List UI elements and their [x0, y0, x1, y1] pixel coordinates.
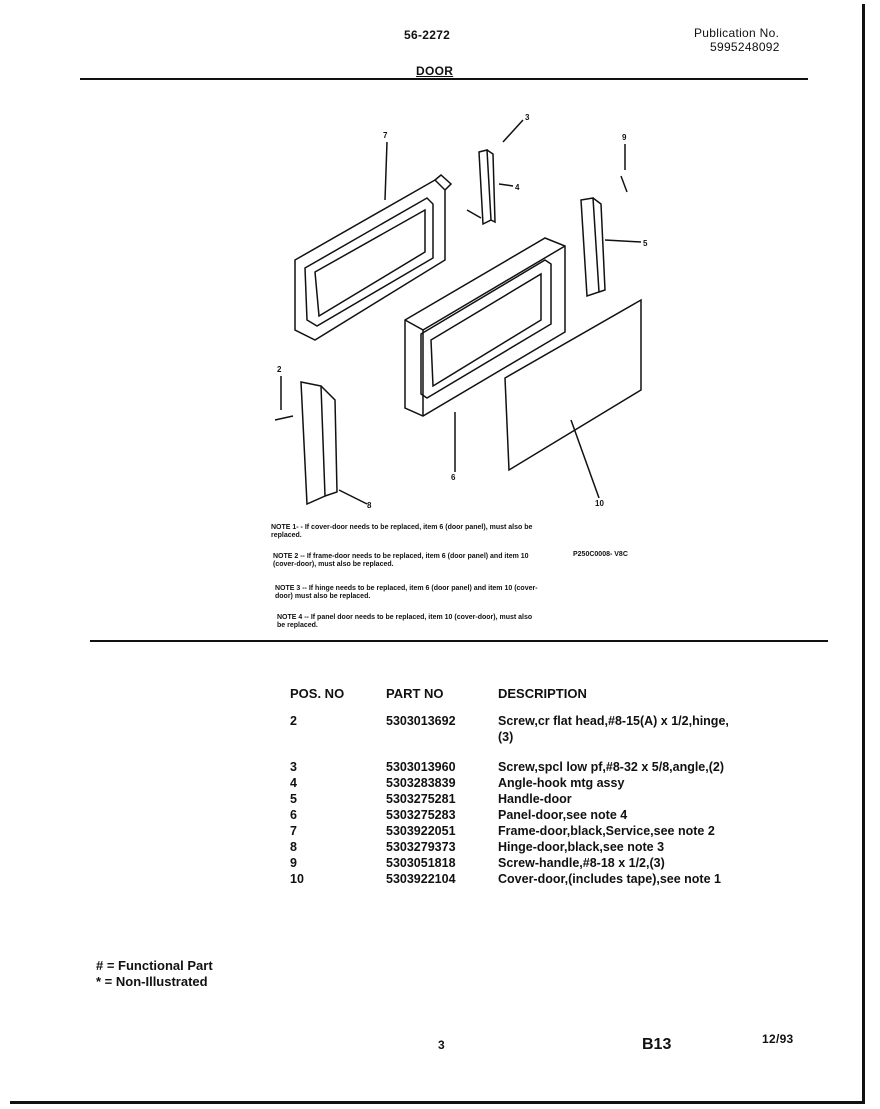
note-4: NOTE 4 -- If panel door needs to be replaced, item 10 (cover-door), must also be replaced. [277, 614, 533, 629]
diagram-ref-code: P250C0008- V8C [573, 551, 628, 558]
panel-door-part [405, 238, 565, 416]
model-number: 56-2272 [404, 28, 451, 42]
frame-door-part [295, 175, 451, 340]
row-pos: 2 [290, 714, 297, 728]
section-rule [90, 640, 828, 642]
exploded-diagram [255, 113, 675, 520]
row-pos: 5 [290, 792, 297, 806]
note-3: NOTE 3 -- If hinge needs to be replaced, item 6 (door panel) and item 10 (cover-door) must also be replaced. [275, 585, 538, 600]
table-row [290, 791, 760, 807]
section-title: DOOR [416, 64, 454, 78]
row-part: 5303283839 [386, 776, 456, 790]
row-desc: Hinge-door,black,see note 3 [498, 840, 665, 854]
row-part: 5303275283 [386, 808, 456, 822]
cover-door-part [505, 300, 641, 470]
table-row [290, 823, 760, 839]
callout-4: 4 [515, 183, 520, 192]
row-desc: Panel-door,see note 4 [498, 808, 628, 822]
row-desc: Handle-door [498, 792, 572, 806]
callout-8: 8 [367, 501, 372, 510]
table-header [290, 686, 760, 701]
header-description: DESCRIPTION [498, 686, 587, 701]
row-desc: Screw,spcl low pf,#8-32 x 5/8,angle,(2) [498, 760, 725, 774]
table-row [290, 775, 760, 791]
row-desc: Frame-door,black,Service,see note 2 [498, 824, 715, 838]
row-desc: Screw-handle,#8-18 x 1/2,(3) [498, 856, 665, 870]
row-pos: 8 [290, 840, 297, 854]
callout-9: 9 [622, 133, 627, 142]
parts-table [290, 686, 760, 887]
row-pos: 3 [290, 760, 297, 774]
header-part-no: PART NO [386, 686, 444, 701]
screw-angle-part [503, 120, 523, 142]
row-pos: 6 [290, 808, 297, 822]
page-code: B13 [642, 1036, 672, 1053]
row-part: 5303013960 [386, 760, 456, 774]
screw-hinge-part [275, 416, 293, 420]
row-part: 5303051818 [386, 856, 456, 870]
table-row [290, 713, 760, 745]
row-part: 5303922104 [386, 872, 456, 886]
header-rule [80, 78, 808, 80]
row-desc: Cover-door,(includes tape),see note 1 [498, 872, 721, 886]
callout-7: 7 [383, 131, 388, 140]
callout-2: 2 [277, 365, 282, 374]
table-row [290, 807, 760, 823]
screw-handle-part [621, 176, 627, 192]
publication-number: 5995248092 [710, 40, 780, 54]
row-part: 5303922051 [386, 824, 456, 838]
revision-date: 12/93 [762, 1032, 794, 1046]
handle-door-part [581, 198, 605, 296]
row-part: 5303275281 [386, 792, 456, 806]
row-pos: 9 [290, 856, 297, 870]
table-row [290, 855, 760, 871]
page-number: 3 [438, 1038, 445, 1052]
row-part: 5303279373 [386, 840, 456, 854]
table-row [290, 839, 760, 855]
angle-hook-part [467, 150, 495, 224]
publication-label: Publication No. [694, 26, 780, 40]
callout-6: 6 [451, 473, 456, 482]
row-pos: 7 [290, 824, 297, 838]
row-pos: 4 [290, 776, 297, 790]
note-1: NOTE 1- - If cover-door needs to be replaced, item 6 (door panel), must also be replaced. [271, 524, 533, 539]
table-row [290, 871, 760, 887]
row-part: 5303013692 [386, 714, 456, 728]
door-parts-drawing [255, 113, 675, 520]
callout-10: 10 [595, 499, 604, 508]
note-2: NOTE 2 -- If frame-door needs to be replaced, item 6 (door panel) and item 10 (cover-door), must also be replaced. [273, 553, 529, 568]
callout-3: 3 [525, 113, 530, 122]
callout-5: 5 [643, 239, 648, 248]
hinge-door-part [301, 382, 337, 504]
row-desc: Angle-hook mtg assy [498, 776, 625, 790]
row-desc: Screw,cr flat head,#8-15(A) x 1/2,hinge,(3) [498, 714, 729, 744]
legend-non-illustrated: * = Non-Illustrated [96, 974, 208, 989]
legend-functional: # = Functional Part [96, 958, 213, 973]
table-row [290, 759, 760, 775]
header-pos-no: POS. NO [290, 686, 345, 701]
row-pos: 10 [290, 872, 304, 886]
